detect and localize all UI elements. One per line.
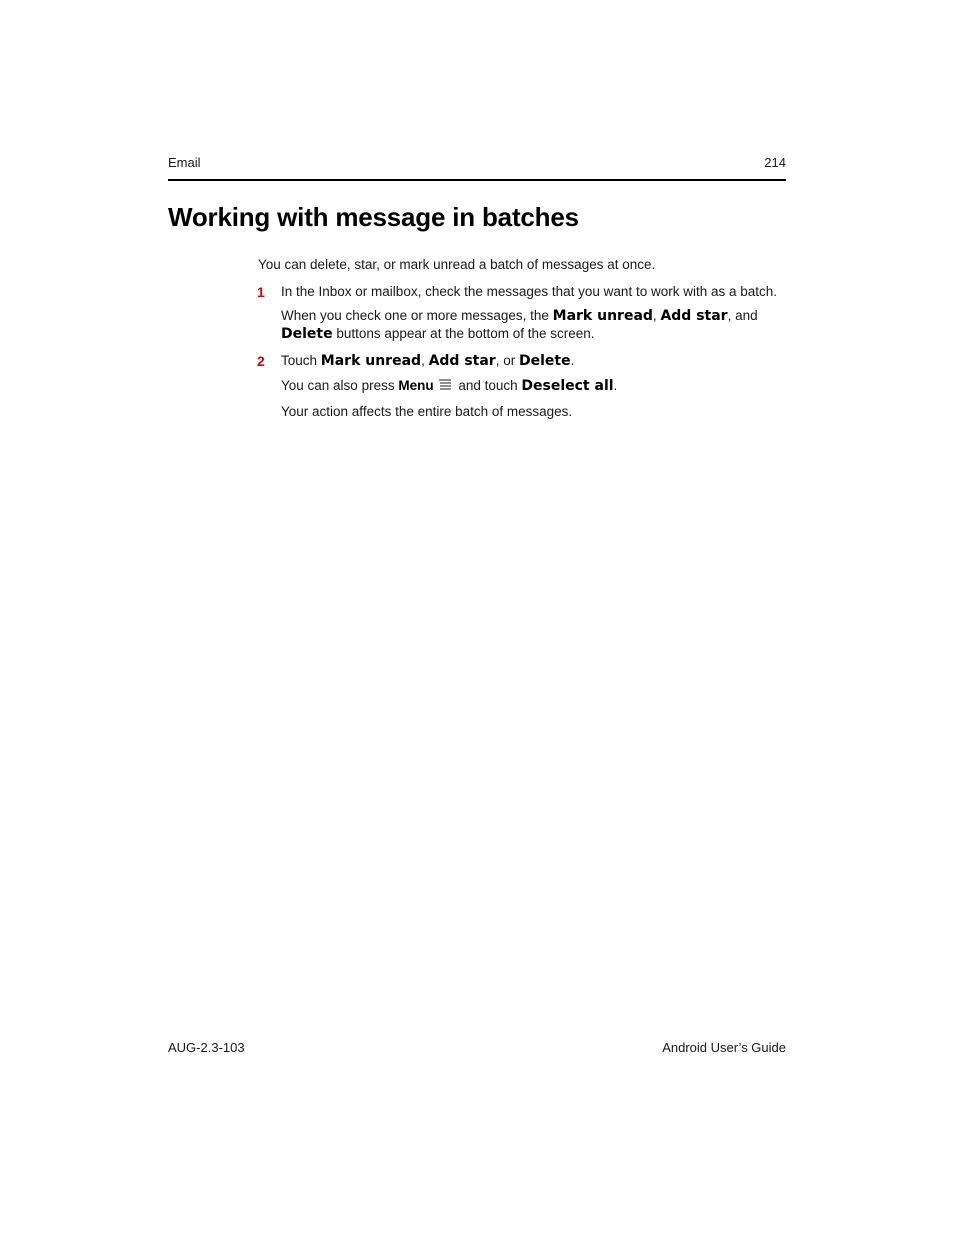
- step-1-text: In the Inbox or mailbox, check the messages that you want to work with as a batch.: [281, 284, 778, 299]
- delete-term: Delete: [518, 353, 571, 369]
- add-star-term: Add star: [660, 308, 728, 324]
- intro-paragraph: You can delete, star, or mark unread a batch of messages at once.: [258, 257, 656, 272]
- separator: ,: [652, 308, 661, 323]
- section-name: Email: [168, 155, 201, 170]
- step-2-prefix: Touch: [281, 353, 321, 368]
- step-1-detail-line-1: [281, 308, 758, 324]
- deselect-all-term: Deselect all: [521, 378, 614, 395]
- step-number-2: 2: [257, 353, 265, 369]
- page-header: [168, 155, 786, 181]
- note-middle: and touch: [454, 378, 522, 394]
- step-2-note: [281, 378, 617, 395]
- mark-unread-term: Mark unread: [552, 308, 653, 324]
- mark-unread-term: Mark unread: [320, 353, 422, 369]
- step-number-1: 1: [257, 284, 265, 300]
- add-star-term: Add star: [428, 353, 496, 369]
- page-number: 214: [764, 155, 786, 170]
- separator: ,: [421, 353, 429, 368]
- guide-title: Android User’s Guide: [662, 1040, 786, 1055]
- page-title: Working with message in batches: [168, 202, 579, 232]
- step-2-text: [281, 353, 574, 369]
- step-1-detail-prefix: When you check one or more messages, the: [281, 308, 553, 323]
- step-1-detail-line-2: [281, 326, 595, 342]
- step-2-result: Your action affects the entire batch of messages.: [281, 404, 573, 419]
- delete-term: Delete: [281, 326, 333, 342]
- menu-icon: [437, 378, 453, 395]
- document-code: AUG-2.3-103: [168, 1040, 245, 1055]
- separator: , and: [727, 308, 758, 323]
- menu-term: Menu: [398, 378, 434, 394]
- note-suffix: .: [613, 378, 618, 394]
- note-prefix: You can also press: [281, 378, 399, 394]
- separator: , or: [495, 353, 519, 368]
- step-1-detail-suffix: buttons appear at the bottom of the screen.: [332, 326, 595, 341]
- step-2-suffix: .: [570, 353, 575, 368]
